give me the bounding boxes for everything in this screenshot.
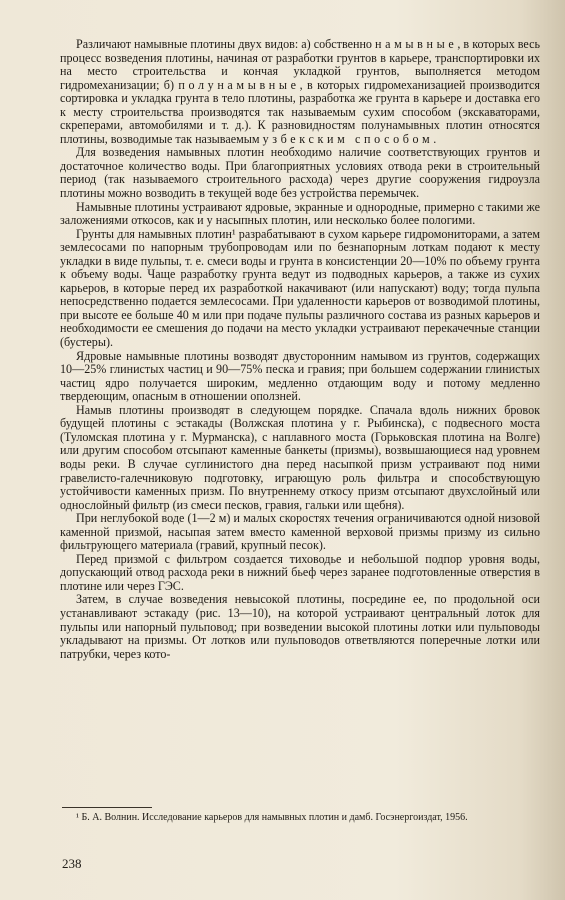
paragraph: Намывные плотины устраивают ядровые, экранные и однородные, примерно с такими же заложениями откосов, как и у насыпных плотин, или несколько более пологими. bbox=[60, 199, 540, 228]
spaced-term: узбекским способом bbox=[262, 131, 434, 146]
spaced-term: полунамывные bbox=[178, 77, 300, 92]
page-number: 238 bbox=[62, 856, 82, 871]
paragraph: Перед призмой с фильтром создается тиховодье и небольшой подпор уровня воды, допускающий отвод расхода реки в нижний бьеф через заранее подготовленные отверстия в плотине или через ГЭС. bbox=[60, 551, 540, 593]
footnote bbox=[60, 812, 540, 825]
footnote-divider bbox=[62, 807, 152, 808]
paragraph: Затем, в случае возведения невысокой плотины, посредине ее, по продольной оси устанавливают эстакаду (рис. 13—10), на которой устраивают центральный лоток для пульпы или напорный пульповод; при возведении высокой плотины лотки или пульповоды укладывают на призмы. От лотков или пульповодов ответвляются поперечные лотки или патрубки, через кото- bbox=[60, 592, 540, 661]
paragraph: Для возведения намывных плотин необходимо наличие соответствующих грунтов и достаточное количество воды. При благоприятных условиях отвода реки в строительный период (так называемого строительного расхода) через другие сооружения гидроузла плотины можно возводить в текущей воде без устройства перемычек. bbox=[60, 145, 540, 201]
footnote-text: ¹ Б. А. Волнин. Исследование карьеров для намывных плотин и дамб. Госэнергоиздат, 1956. bbox=[76, 812, 468, 823]
body-text bbox=[60, 38, 540, 661]
paragraph: Различают намывные плотины двух видов: а) собственно намывные, в которых весь процесс возведения плотины, начиная от разработки грунтов в карьере, транспортировки их на место строительства и кончая укладкой грунтов, выполняется методом гидромеханизации; б) полунамывные, в которых гидромеханизацией производится сортировка и укладка грунта в тело плотины, разработка же грунта в карьере и доставка его к месту строительства производятся так называемым сухим способом (экскаваторами, скреперами, автомобилями и т. д.). К разновидностям полунамывных плотин относятся плотины, возводимые так называемым узбекским способом. bbox=[60, 37, 540, 146]
paragraph: При неглубокой воде (1—2 м) и малых скоростях течения ограничиваются одной низовой каменной призмой, насыпая затем вместо каменной верховой призмы призму из сильно фильтрующего материала (гравий, крупный песок). bbox=[60, 511, 540, 553]
spaced-term: намывные bbox=[375, 37, 458, 51]
paragraph: Намыв плотины производят в следующем порядке. Спачала вдоль нижних бровок будущей плотины с эстакады (Волжская плотина у г. Рыбинска), с подвесного моста (Туломская плотина у г. Мурманска), с наплавного моста (Горьковская плотина на Волге) или другим способом отсыпают каменные банкеты (призмы), возвышающиеся над уровнем воды реки. В случае суглинистого дна перед насыпкой призм устраивают под ними гравелисто-галечниковую подготовку, играющую роль фильтра и способствующую устойчивости каменных призм. По внутреннему откосу призм отсыпают двухслойный или однослойный фильтр (из смеси песков, гравия, гальки или щебня). bbox=[60, 402, 540, 512]
paragraph: Ядровые намывные плотины возводят двусторонним намывом из грунтов, содержащих 10—25% глинистых частиц и 90—75% песка и гравия; при большем содержании глинистых частиц ядро получается широким, медленно отдающим воду и потому медленно твердеющим, опасным в отношении оползней. bbox=[60, 348, 540, 404]
paragraph: Грунты для намывных плотин¹ разрабатывают в сухом карьере гидромониторами, а затем землесосами по напорным трубопроводам или по безнапорным лоткам подают к месту укладки в виде пульпы, т. е. смеси воды и грунта в консистенции 20—10% по объему грунта к объему воды. Чаще разработку грунта ведут из подводных карьеров, а также из сухих карьеров, в которые перед их разработкой накачивают (или напускают) воду; тогда пульпа непосредственно подается землесосами. При удаленности карьеров от возводимой плотины, при высоте ее больше 40 м или при подаче пульпы различного состава из разных карьеров и необходимости ее смешения до подачи на место укладки устраивают перекачечные станции (бустеры). bbox=[60, 226, 540, 350]
